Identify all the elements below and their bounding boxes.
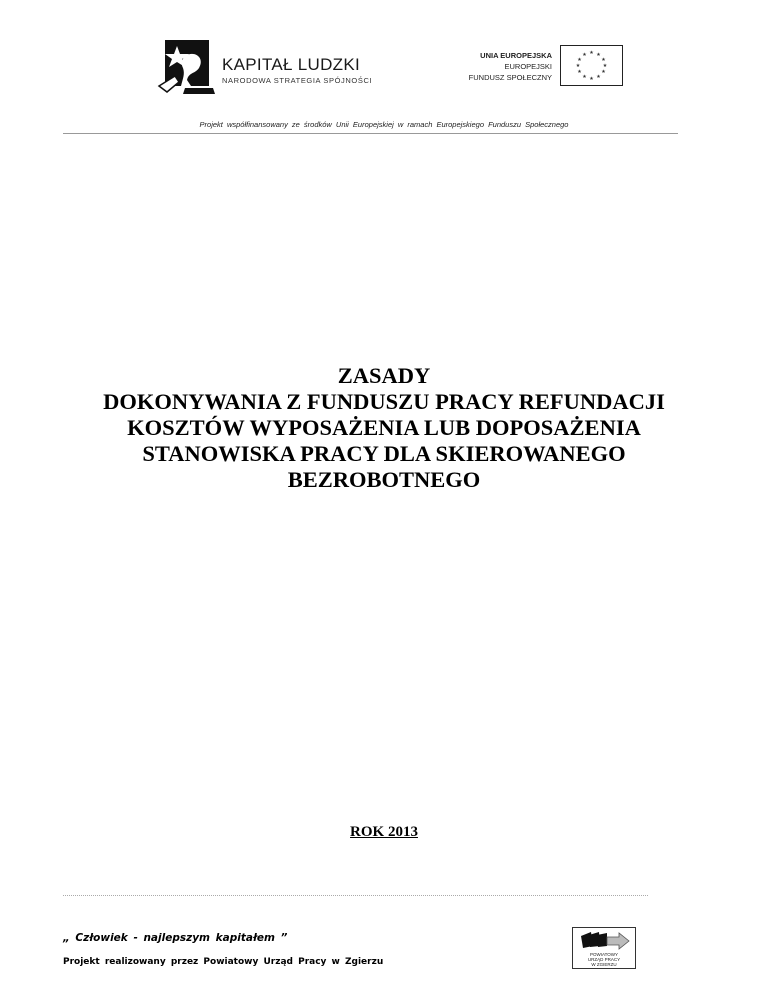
eu-fund-label — [469, 50, 552, 83]
title-line: STANOWISKA PRACY DLA SKIEROWANEGO — [142, 441, 626, 466]
svg-text:★: ★ — [601, 57, 606, 63]
cofinancing-note: Projekt współfinansowany ze środków Unii Europejskiej w ramach Europejskiego Funduszu Społecznego — [199, 120, 569, 129]
kapital-ludzki-title: KAPITAŁ LUDZKI — [222, 55, 361, 74]
header-divider — [63, 133, 678, 134]
pup-line-1: POWIATOWY — [589, 952, 619, 957]
title-line: KOSZTÓW WYPOSAŻENIA LUB DOPOSAŻENIA — [127, 415, 641, 440]
eu-flag-icon — [560, 45, 623, 86]
footer-divider — [63, 895, 648, 896]
title-line: BEZROBOTNEGO — [287, 467, 481, 492]
svg-text:★: ★ — [577, 69, 582, 75]
pup-zgierz-logo-icon — [572, 927, 636, 969]
svg-text:★: ★ — [601, 69, 606, 75]
title-line: ZASADY — [337, 363, 431, 388]
year-text: ROK 2013 — [350, 824, 418, 840]
svg-text:★: ★ — [589, 50, 594, 56]
kapital-ludzki-subtitle: NARODOWA STRATEGIA SPÓJNOŚCI — [222, 76, 373, 85]
svg-text:★: ★ — [602, 63, 608, 69]
svg-text:★: ★ — [596, 52, 601, 58]
document-year — [0, 824, 768, 841]
footer-motto: „ Człowiek - najlepszym kapitałem ” — [63, 932, 288, 944]
svg-text:★: ★ — [589, 76, 594, 82]
eu-line-2: EUROPEJSKI — [504, 62, 552, 71]
svg-text:★: ★ — [582, 52, 587, 58]
svg-text:★: ★ — [582, 74, 587, 80]
pup-line-3: W ZGIERZU — [591, 962, 617, 967]
document-title — [0, 363, 768, 493]
footer-project-note: Projekt realizowany przez Powiatowy Urząd Pracy w Zgierzu — [63, 957, 384, 967]
eu-line-1: UNIA EUROPEJSKA — [480, 51, 552, 60]
kapital-ludzki-logo-icon — [155, 36, 219, 98]
svg-text:★: ★ — [596, 74, 601, 80]
pup-line-2: URZĄD PRACY — [587, 957, 621, 962]
svg-text:★: ★ — [577, 57, 582, 63]
eu-line-3: FUNDUSZ SPOŁECZNY — [468, 73, 552, 82]
svg-text:★: ★ — [575, 63, 581, 69]
title-line: DOKONYWANIA Z FUNDUSZU PRACY REFUNDACJI — [103, 389, 665, 414]
pup-logo-text — [573, 952, 635, 967]
